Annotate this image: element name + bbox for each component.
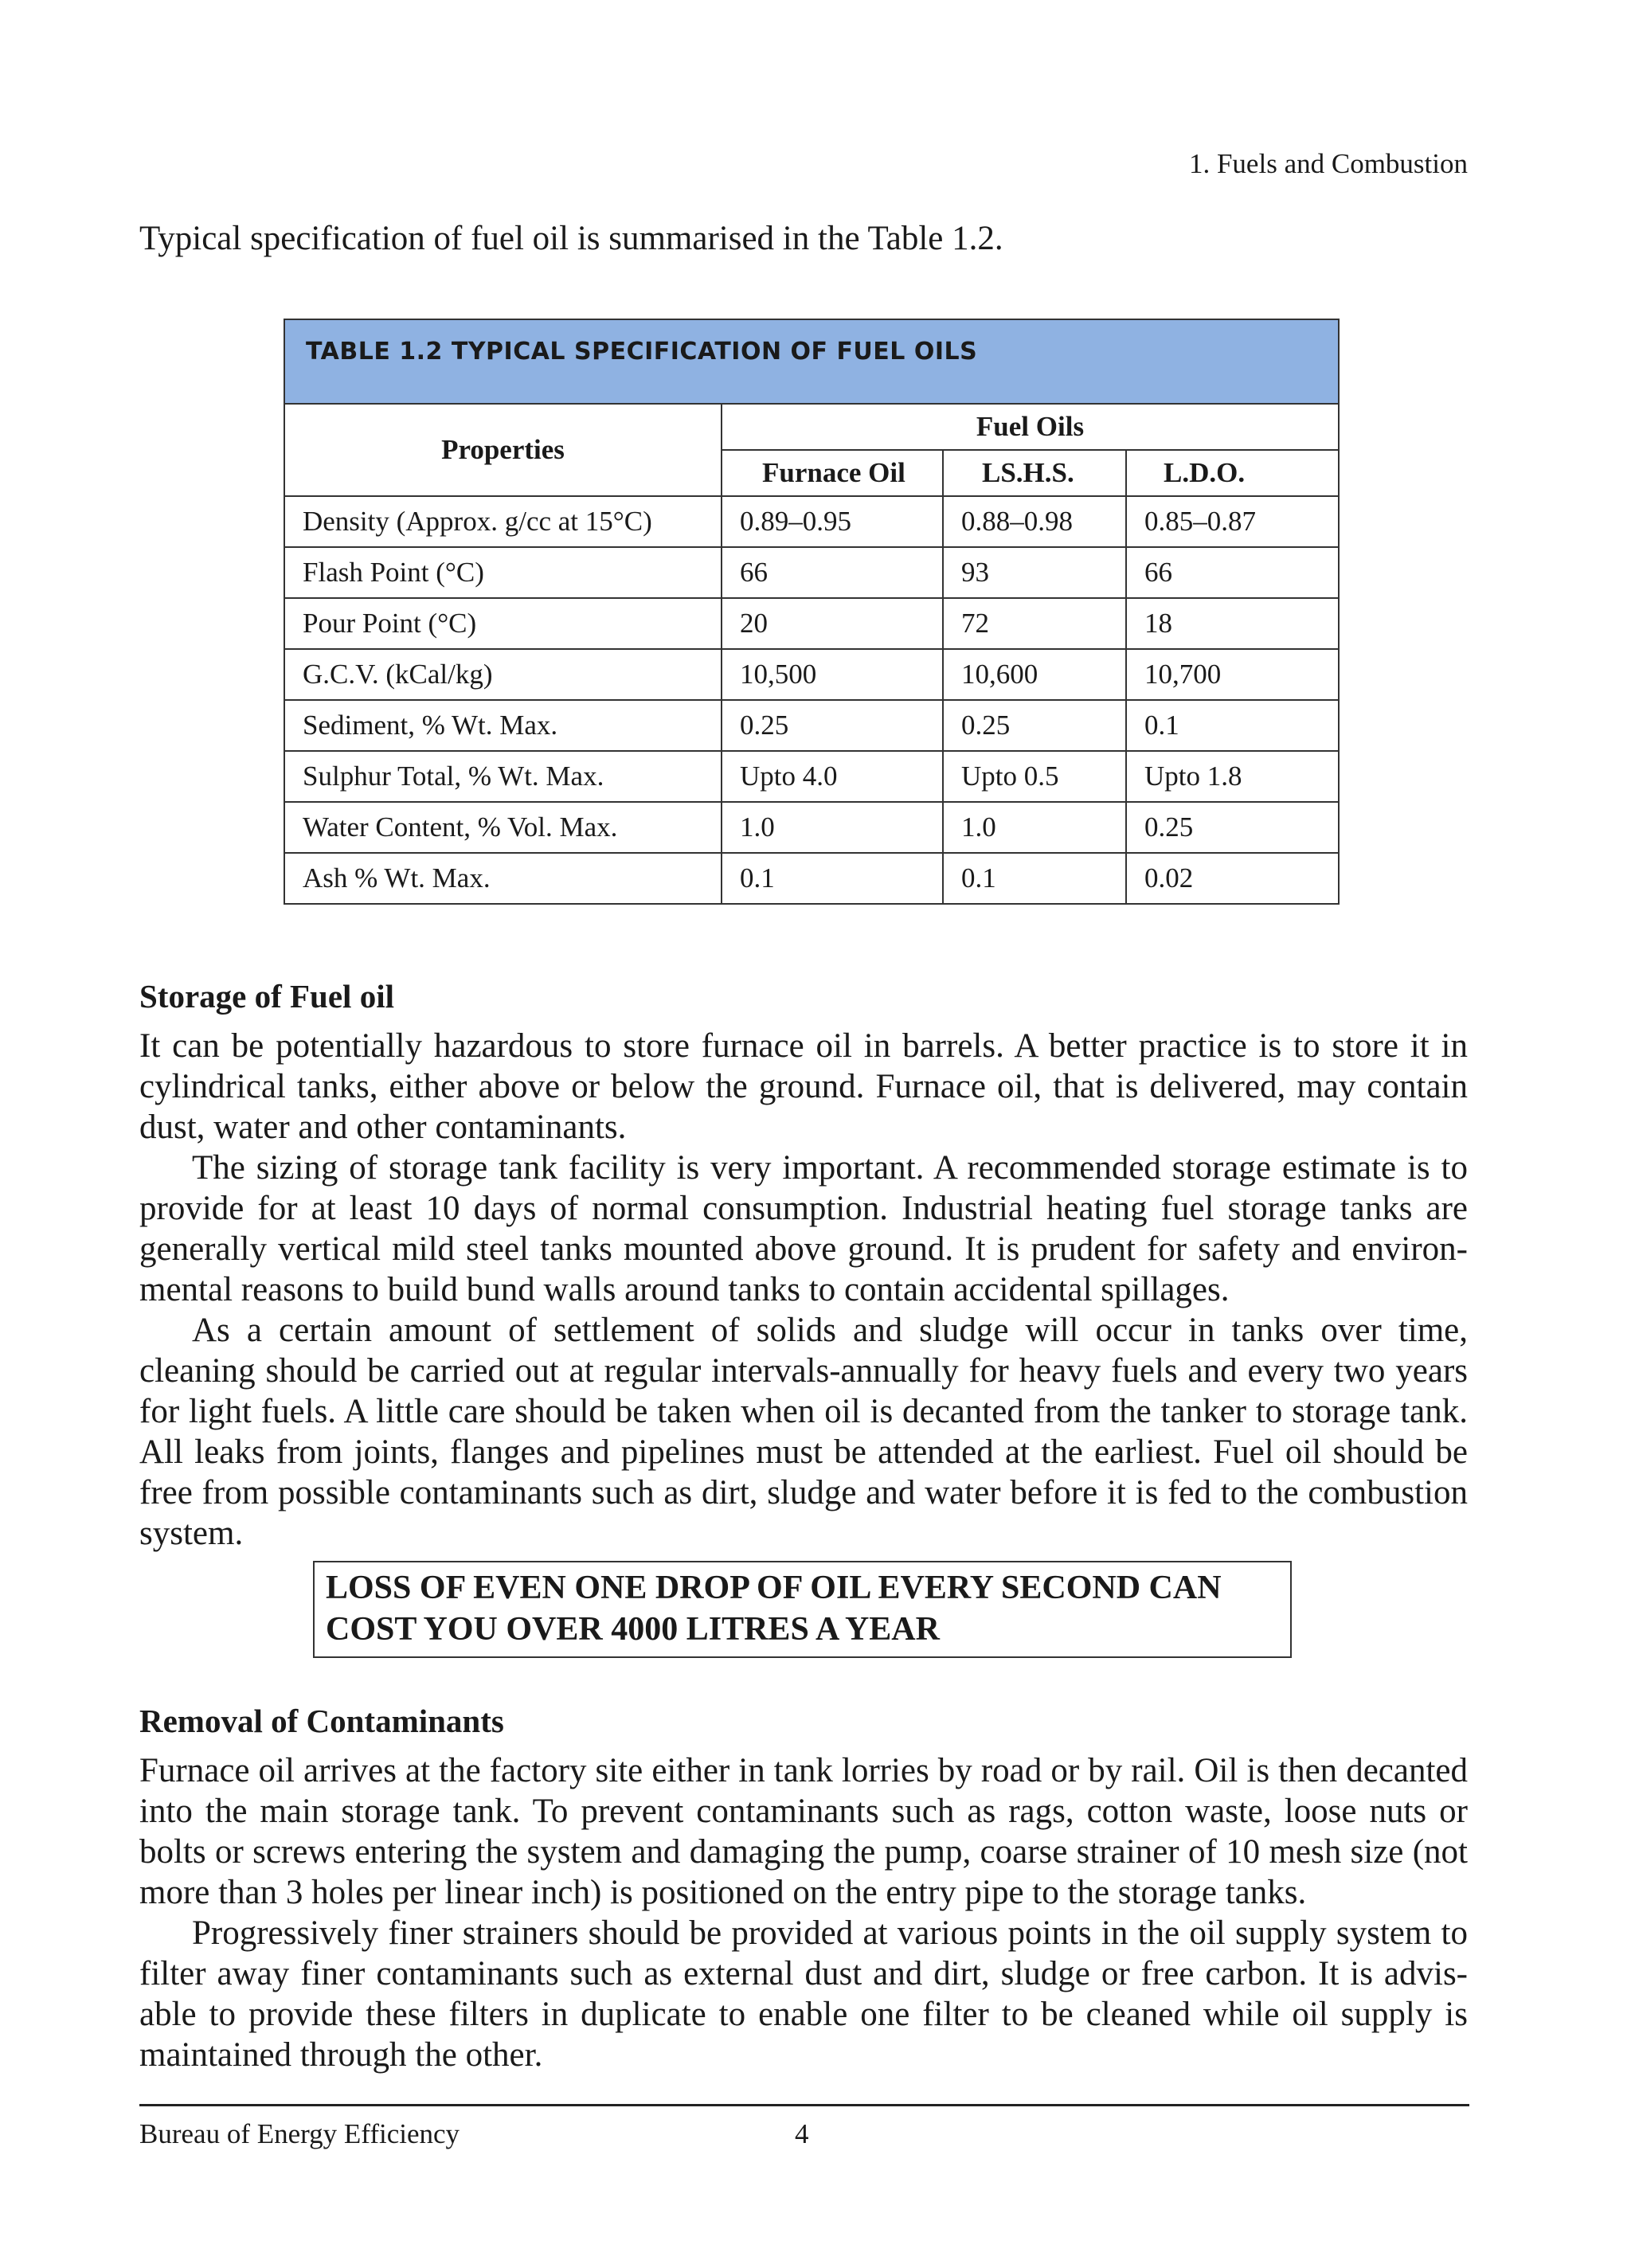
properties-header: Properties (285, 405, 722, 496)
value-cell: 0.1 (1126, 700, 1338, 751)
table-row (285, 802, 1338, 853)
property-cell: Flash Point (°C) (285, 547, 722, 598)
column-header-ldo: L.D.O. (1126, 450, 1338, 496)
table-row (285, 751, 1338, 802)
removal-paragraph-1: Furnace oil arrives at the factory site either in tank lorries by road or by rail. Oil is then decanted into the main storage tank. To prevent contaminants such as rags, cotton waste, loose nuts or bolts or screws entering the system and damaging the pump, coarse strainer of 10 mesh size (not more than 3 holes per linear inch) is positioned on the entry pipe to the storage tanks. (139, 1752, 1468, 1911)
value-cell: Upto 0.5 (943, 751, 1126, 802)
value-cell: 0.1 (943, 853, 1126, 903)
fuel-oils-group-header: Fuel Oils (722, 405, 1338, 450)
value-cell: 0.25 (1126, 802, 1338, 853)
table-row (285, 700, 1338, 751)
value-cell: 10,700 (1126, 649, 1338, 700)
running-header: 1. Fuels and Combustion (1188, 148, 1468, 179)
removal-heading: Removal of Contaminants (139, 1703, 504, 1739)
value-cell: 20 (722, 598, 943, 649)
callout-line-2: COST YOU OVER 4000 LITRES A YEAR (326, 1611, 940, 1648)
callout-line-1: LOSS OF EVEN ONE DROP OF OIL EVERY SECOND CAN (326, 1570, 1222, 1606)
footer-divider (139, 2104, 1469, 2106)
table-row (285, 649, 1338, 700)
storage-paragraph-3: As a certain amount of settlement of solids and sludge will occur in tanks over time, cleaning should be carried out at regular intervals-annually for heavy fuels and every two years for light fuels. A little care should be taken when oil is decanted from the tanker to storage tank. All leaks from joints, flanges and pipelines must be attended at the earliest. Fuel oil should be free from possible contaminants such as dirt, sludge and water before it is fed to the combustion system. (139, 1312, 1468, 1552)
column-header-furnace-oil: Furnace Oil (722, 450, 943, 496)
value-cell: 0.85–0.87 (1126, 496, 1338, 547)
value-cell: 1.0 (943, 802, 1126, 853)
value-cell: 66 (722, 547, 943, 598)
spec-table-grid (285, 405, 1338, 903)
footer-organization: Bureau of Energy Efficiency (139, 2118, 460, 2149)
value-cell: 1.0 (722, 802, 943, 853)
storage-heading: Storage of Fuel oil (139, 978, 394, 1015)
storage-paragraph-1: It can be potentially hazardous to store furnace oil in barrels. A better practice is to store it in cylindrical tanks, either above or below the ground. Furnace oil, that is delivered, may contain dust, water and other contaminants. (139, 1027, 1468, 1146)
value-cell: 0.88–0.98 (943, 496, 1126, 547)
page-number: 4 (795, 2118, 809, 2149)
removal-paragraph-2: Progressively finer strainers should be provided at various points in the oil supply system to filter away finer contaminants such as external dust and dirt, sludge or free carbon. It is advis-able to provide these filters in duplicate to enable one filter to be cleaned while oil supply is maintained through the other. (139, 1914, 1468, 2074)
value-cell: 72 (943, 598, 1126, 649)
column-header-lshs: LS.H.S. (943, 450, 1126, 496)
table-title: TABLE 1.2 TYPICAL SPECIFICATION OF FUEL OILS (285, 320, 1338, 405)
table-row (285, 853, 1338, 903)
property-cell: Density (Approx. g/cc at 15°C) (285, 496, 722, 547)
value-cell: 18 (1126, 598, 1338, 649)
oil-loss-callout-box (313, 1561, 1292, 1658)
table-row (285, 547, 1338, 598)
property-cell: Pour Point (°C) (285, 598, 722, 649)
table-row (285, 496, 1338, 547)
fuel-oil-spec-table (284, 319, 1340, 905)
table-header-row (285, 405, 1338, 450)
property-cell: Sediment, % Wt. Max. (285, 700, 722, 751)
property-cell: G.C.V. (kCal/kg) (285, 649, 722, 700)
value-cell: 66 (1126, 547, 1338, 598)
value-cell: 0.25 (943, 700, 1126, 751)
value-cell: 10,500 (722, 649, 943, 700)
table-row (285, 598, 1338, 649)
value-cell: Upto 1.8 (1126, 751, 1338, 802)
property-cell: Ash % Wt. Max. (285, 853, 722, 903)
value-cell: 0.25 (722, 700, 943, 751)
intro-sentence: Typical specification of fuel oil is summarised in the Table 1.2. (139, 220, 1003, 257)
value-cell: 0.1 (722, 853, 943, 903)
storage-paragraph-2: The sizing of storage tank facility is very important. A recommended storage estimate is to provide for at least 10 days of normal consumption. Industrial heating fuel storage tanks are generally vertical mild steel tanks mounted above ground. It is prudent for safety and environ-mental reasons to build bund walls around tanks to contain accidental spillages. (139, 1149, 1468, 1308)
value-cell: Upto 4.0 (722, 751, 943, 802)
value-cell: 10,600 (943, 649, 1126, 700)
property-cell: Water Content, % Vol. Max. (285, 802, 722, 853)
property-cell: Sulphur Total, % Wt. Max. (285, 751, 722, 802)
value-cell: 0.89–0.95 (722, 496, 943, 547)
value-cell: 93 (943, 547, 1126, 598)
value-cell: 0.02 (1126, 853, 1338, 903)
